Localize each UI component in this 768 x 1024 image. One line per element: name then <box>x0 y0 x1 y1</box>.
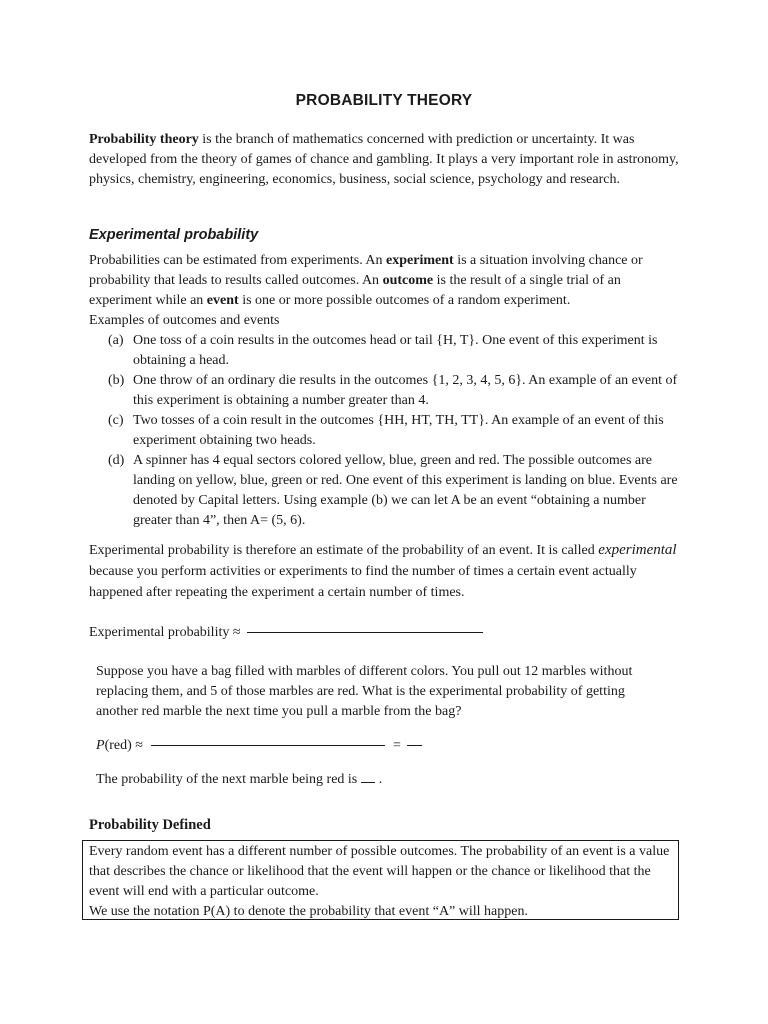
intro-paragraph <box>89 130 679 190</box>
examples-label: Examples of outcomes and events <box>89 313 280 328</box>
list-item <box>108 331 678 371</box>
p2-emphasis: experimental <box>598 542 677 558</box>
intro-term: Probability theory <box>89 132 199 147</box>
p1-text-2: is a situation involving chance or probability that leads to results called outcomes. An <box>89 253 643 288</box>
list-marker: (d) <box>108 453 125 468</box>
p1-text-3: is the result of a single trial of an experiment while an <box>89 273 621 308</box>
list-marker: (c) <box>108 413 124 428</box>
definition-box <box>82 840 679 920</box>
next-marble-sentence <box>96 770 382 790</box>
experimental-paragraph-2 <box>89 540 679 603</box>
equals-sign: = <box>392 738 401 753</box>
term-event: event <box>206 293 239 308</box>
p1-text-4: is one or more possible outcomes of a random experiment. <box>238 293 571 308</box>
definition-text: Every random event has a different number of possible outcomes. The probability of an event is a value that describes the chance or likelihood that the event will happen or the chance or likelihood that the event will end with a particular outcome. <box>89 844 670 899</box>
answer-blank <box>361 770 375 783</box>
list-item-text: A spinner has 4 equal sectors colored yellow, blue, green and red. The possible outcomes are landing on yellow, blue, green or red. One event of this experiment is landing on blue. Events are denoted by Capital letters. Using example (b) we can let A be an event “obtaining a number greater than 4”, then A= (5, 6). <box>133 453 678 528</box>
experimental-paragraph-1 <box>89 251 679 311</box>
p2-text-2: because you perform activities or experiments to find the number of times a certain event actually happened after repeating the experiment a certain number of times. <box>89 564 637 600</box>
definition-heading: Probability Defined <box>89 817 211 833</box>
list-marker: (b) <box>108 373 125 388</box>
p2-text-1: Experimental probability is therefore an estimate of the probability of an event. It is called <box>89 543 599 558</box>
marble-problem: Suppose you have a bag filled with marbles of different colors. You pull out 12 marbles without replacing them, and 5 of those marbles are red. What is the experimental probability of getting another red marble the next time you pull a marble from the bag? <box>96 664 633 719</box>
answer-fraction-bar <box>407 745 422 746</box>
definition-notation: We use the notation P(A) to denote the probability that event “A” will happen. <box>89 904 528 919</box>
experimental-heading: Experimental probability <box>89 227 259 243</box>
p-red-label: (red) ≈ <box>104 738 143 753</box>
list-item-text: One toss of a coin results in the outcomes head or tail {H, T}. One event of this experiment is obtaining a head. <box>133 333 658 368</box>
list-item <box>108 451 678 531</box>
p-symbol: P <box>96 738 105 753</box>
list-item <box>108 371 678 411</box>
term-experiment: experiment <box>386 253 454 268</box>
experimental-probability-formula <box>89 623 483 643</box>
list-item <box>108 411 678 451</box>
p-red-formula <box>96 736 422 756</box>
list-marker: (a) <box>108 333 124 348</box>
page-title: PROBABILITY THEORY <box>295 92 473 109</box>
intro-text: is the branch of mathematics concerned with prediction or uncertainty. It was developed from the theory of games of chance and gambling. It plays a very important role in astronomy, physics, chemistry, engineering, economics, business, social science, psychology and research. <box>89 132 679 187</box>
fraction-bar <box>151 745 385 746</box>
next-marble-end: . <box>375 772 383 787</box>
term-outcome: outcome <box>382 273 434 288</box>
list-item-text: Two tosses of a coin result in the outcomes {HH, HT, TH, TT}. An example of an event of this experiment obtaining two heads. <box>133 413 664 448</box>
fraction-bar <box>247 632 483 633</box>
next-marble-text: The probability of the next marble being red is <box>96 772 358 787</box>
list-item-text: One throw of an ordinary die results in the outcomes {1, 2, 3, 4, 5, 6}. An example of an event of this experiment is obtaining a number greater than 4. <box>133 373 678 408</box>
p1-text-1: Probabilities can be estimated from experiments. An <box>89 253 387 268</box>
formula-label: Experimental probability ≈ <box>89 625 241 640</box>
examples-list <box>108 331 678 531</box>
